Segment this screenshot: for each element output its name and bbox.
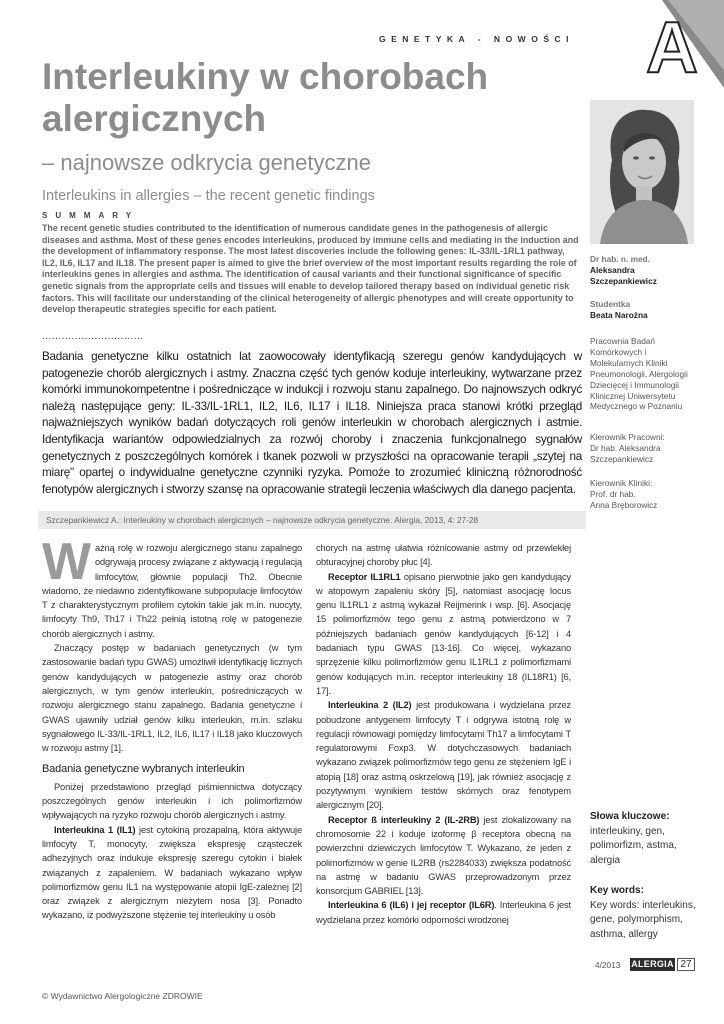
keywords-en-line: asthma, allergy — [590, 928, 658, 940]
clinic-head-line: Anna Bręborowicz — [590, 499, 658, 510]
lab-head-line: Kierownik Pracowni: — [590, 432, 665, 442]
article-title: Interleukiny w chorobach alergicznych — [42, 56, 489, 139]
affiliation-line: Dziecięcej i Immunologii — [590, 379, 679, 390]
paragraph: chorych na astmę ułatwia różnicowanie astmy od przewlekłej obturacyjnej choroby płuc [4]. — [316, 543, 571, 568]
article-subtitle: – najnowsze odkrycia genetyczne — [42, 150, 371, 175]
copyright: © Wydawnictwo Alergologiczne ZDROWIE — [42, 991, 203, 1001]
affiliation-line: Pneumonologii, Alergologii — [590, 368, 688, 379]
term-bold: Receptor ß interleukiny 2 (IL-2RB) — [328, 814, 480, 825]
abstract-text: Badania genetyczne kilku ostatnich lat zaowocowały identyfikacją szeregu genów kandydujących w patogenezie chorób alergicznych i astmy. Znaczna część tych genów koduje interleukiny, wytwarzane przez komórki immunokompetentne i pośredniczące w indukcji i rozwoju stanu zapalnego. Do najnowszych odkryć należą następujące geny: IL-33/IL-1RL1, IL2, IL6, IL17 i IL18. Niniejsza praca stanowi krótki przegląd najważniejszych wyników badań dotyczących roli genów interleukin w chorobach alergicznych i astmie. Identyfikacja wariantów odpowiedzialnych za rozwój choroby i znaczenia funkcjonalnego sygnałów genetycznych z poszczególnych komórek i tkanek pozwoli w przyszłości na opracowanie terapii „szytej na miarę" opartej o indywidualne genetyczne czynniki ryzyka. Pomoże to zrozumieć kliniczną różnorodność fenotypów alergicznych i stworzy szansę na opracowanie strategii leczenia właściwych dla danego pacjenta. — [42, 350, 582, 496]
body-column-2 — [316, 541, 571, 927]
author-1-title: Dr hab. n. med. — [590, 254, 650, 264]
article-english-title: Interleukins in allergies – the recent genetic findings — [42, 188, 375, 204]
paragraph-text: opisano pierwotnie jako gen kandydujący w atopowym zapaleniu skóry [5], natomiast asocjację locus genu IL1RL1 z astmą wykazał Reijmerink i wsp. [6]. Asocjację 15 polimorfizmów tego genu z astmą potwierdzono w 7 późniejszych badaniach genów kandydujących [6-12] i 4 badaniach typu GWAS [13-16]. Co więcej, wykazano sprzężenie kilku polimorfizmów genu IL1RL1 z polimorfizmami genów kodujących m.in. receptor interleukiny 18 (IL18R1) [6, 17]. — [316, 571, 571, 696]
paragraph-text: ażną rolę w rozwoju alergicznego stanu zapalnego odgrywają procesy związane z aktywacją i regulacją limfocytów, głównie populacji Th2. Obecnie wiadomo, że niedawno zidentyfikowane subpopulacje limfocytów T z charakterystycznym profilem cytokin takie jak m.in. nuocyty, limfocyty Th9, Th17 i Th22 pełnią istotną rolę w patogenezie chorób alergicznych i astmy. — [42, 543, 302, 639]
separator-dots: ............................... — [42, 331, 144, 342]
author-2-title: Studentka — [590, 299, 631, 309]
lab-head-line: Szczepankiewicz — [590, 453, 654, 464]
term-bold: Interleukina 1 (IL1) — [54, 824, 136, 835]
section-heading: Badania genetyczne wybranych interleukin — [42, 763, 245, 776]
page-number: 27 — [677, 958, 695, 971]
keywords-en-line: gene, polymorphism, — [590, 914, 683, 925]
paragraph — [316, 570, 571, 699]
drop-cap: W — [42, 533, 91, 591]
term-bold: Interleukina 6 (IL6) i jej receptor (IL6R) — [328, 900, 495, 911]
paragraph — [42, 823, 302, 923]
paragraph — [316, 898, 571, 927]
paragraph — [316, 698, 571, 812]
citation-text: Szczepankiewicz A.: Interleukiny w chorobach alergicznych – najnowsze odkrycia genetyczne. Alergia, 2013, 4: 27-28 — [46, 515, 479, 525]
section-tag: GENETYKA - NOWOŚCI — [378, 34, 574, 44]
author-2-name: Beata Narożna — [590, 309, 648, 320]
keywords-en-heading: Key words: — [590, 885, 644, 896]
keywords-pl-line: polimorfizm, astma, — [590, 840, 677, 851]
paragraph — [42, 533, 302, 641]
affiliation-line: Pracownia Badań — [590, 336, 656, 346]
journal-name: ALERGIA — [631, 959, 674, 969]
paragraph: Poniżej przedstawiono przegląd piśmiennictwa dotyczący poszczególnych genów interleukin i ich polimorfizmów wpływających na ryzyko rozwoju chorób alergicznych i astmy. — [42, 781, 302, 821]
keywords-pl — [590, 810, 720, 868]
paragraph-text: . Interleukina 6 jest wydzielana przez komórki odporności wrodzonej — [316, 900, 571, 925]
paragraph-text: jest produkowana i wydzielana przez pobudzone antygenem limfocyty T i odgrywa istotną rolę w regulacji równowagi pomiędzy limfocytami Th17 a limfocytami T regulatorowymi Foxp3. W dotychczasowych badaniach wykazano związek polimorfizmów tego genu ze stężeniem IgE i atopią [18] oraz astmą oskrzelową [19], jak również asocjację z pozytywnym wynikiem testów skórnych oraz fenotypem alergicznym [20]. — [316, 700, 571, 811]
term-bold: Interleukina 2 (IL2) — [328, 700, 412, 711]
issue-number: 4/2013 — [595, 960, 621, 970]
summary-heading: SUMMARY — [42, 211, 140, 220]
keywords-en-line: Key words: interleukins, — [590, 899, 696, 911]
clinic-head — [590, 478, 720, 511]
author-portrait — [590, 100, 694, 244]
affiliation-line: Molekularnych Kliniki — [590, 357, 668, 368]
lab-head — [590, 432, 720, 465]
author-1-name-first: Aleksandra — [590, 264, 635, 275]
paragraph-text: jest cytokiną prozapalną, która aktywuje limfocyty T, monocyty, zwiększa ekspresję cząsteczek adhezyjnych oraz indukuje ekspresję szeregu cytokin i białek związanych z zapaleniem. W badaniach wykazano wpływ polimorfizmów genu IL1 na występowanie atopii IgE-zależnej [2] oraz związek z alergicznym nieżytem nosa [3]. Ponadto wykazano, iż podwyższone stężenie tej interleukiny u osób — [42, 824, 302, 921]
clinic-head-line: Prof. dr hab. — [590, 488, 636, 499]
paragraph-text: jest zlokalizowany na chromosomie 22 i koduje izoformę β receptora obecną na powierzchni dziewiczych limfocytów T. Wykazano, że jeden z polimorfizmów w genie IL2RB (rs2284033) zwiększa podatność na astmę w badaniu GWAS przeprowadzonym przez konsorcjum GABRIEL [13]. — [316, 814, 571, 897]
affiliation — [590, 336, 720, 412]
keywords-pl-line: interleukiny, gen, — [590, 825, 665, 837]
term-bold: Receptor IL1RL1 — [328, 571, 401, 582]
paragraph — [316, 813, 571, 899]
corner-letter-badge — [642, 0, 724, 88]
affiliation-line: Klinicznej Uniwersytetu — [590, 390, 676, 401]
body-column-1 — [42, 533, 302, 923]
affiliation-line: Komórkowych i — [590, 346, 647, 357]
author-2 — [590, 299, 720, 321]
keywords-pl-line: alergia — [590, 854, 621, 866]
author-1 — [590, 254, 720, 287]
lab-head-line: Dr hab. Aleksandra — [590, 442, 661, 453]
clinic-head-line: Kierownik Kliniki: — [590, 478, 653, 488]
paragraph: Znaczący postęp w badaniach genetycznych (w tym zastosowanie badań typu GWAS) umożliwił identyfikację licznych genów kandydujących w patogenezie astmy oraz chorób alergicznych, w tym genów interleukin, pośredniczących w rozwoju alergicznego stanu zapalnego. Badania genetyczne i GWAS ujawniły udział genów kilku interleukin, m.in. szlaku sygnałowego IL-33/IL-1RL1, IL2, IL6, IL17 i IL18 jako kluczowych w rozwoju astmy [1]. — [42, 643, 302, 754]
keywords-pl-heading: Słowa kluczowe: — [590, 811, 670, 822]
keywords-en — [590, 884, 720, 942]
corner-letter: A — [646, 8, 698, 88]
affiliation-line: Medycznego w Poznaniu — [590, 401, 683, 412]
author-1-name-last: Szczepankiewicz — [590, 275, 657, 286]
summary-text: The recent genetic studies contributed to the identification of numerous candidate genes in the pathogenesis of allergic diseases and asthma. Most of these genes encodes interleukins, produced by immune cells and mediating in the induction and the development of inflammatory response. The most latest discoveries include the following genes: IL-33/IL-1RL1 pathway, IL2, IL6, IL17 and IL18. The present paper is aimed to give the brief overview of the most important results regarding the role of interleukins genes in allergies and asthma. The identification of causal variants and their functional significance of specific genetic signals from the appropriate cells and tissues will enable to develop tailored therapy based on individual genetic risk factors. This will facilitate our understanding of the clinical heterogeneity of allergic phenotypes and will create opportunity to develop therapeutic strategies specific for each patient. — [42, 223, 579, 315]
